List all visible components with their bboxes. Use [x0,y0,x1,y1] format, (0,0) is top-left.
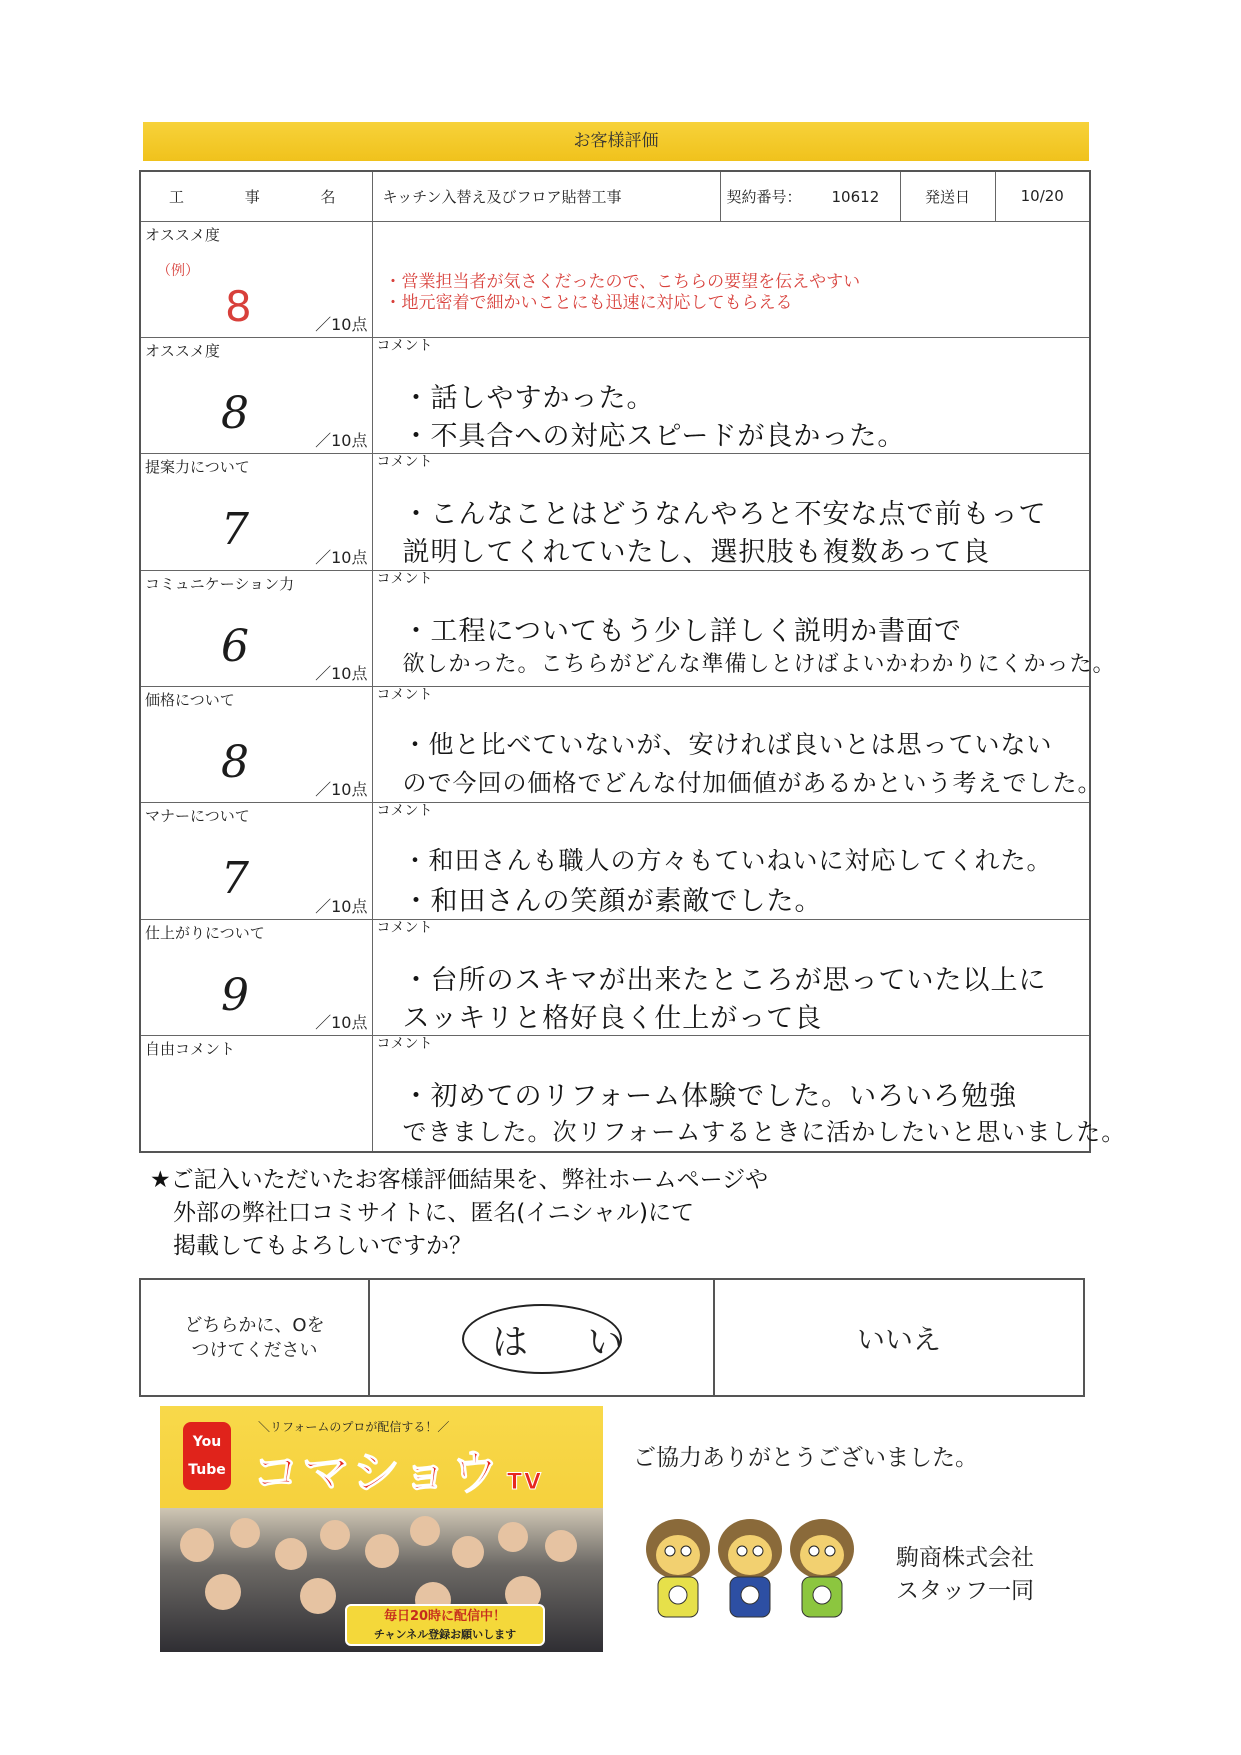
rating-row [140,686,1090,802]
score-value: 9 [221,969,249,1021]
score-max: ／10点 [315,1013,368,1033]
example-label: （例） [157,262,199,279]
company-name: 駒商株式会社 [896,1545,1034,1571]
score-max: ／10点 [315,896,368,916]
comment-line: ・地元密着で細かいことにも迅速に対応してもらえる [384,292,793,313]
thanks-message: ご協力ありがとうございました。 [633,1445,978,1471]
rating-row [140,570,1090,686]
ship-label: 発送日 [900,171,995,221]
comment-label: コメント [376,337,433,354]
project-name: キッチン入替え及びフロア貼替工事 [372,171,720,221]
comment-line: ・不具合への対応スピードが良かった。 [402,420,906,452]
consent-box [139,1278,1085,1397]
example-comment [385,272,861,314]
category-label: 提案力について [145,458,250,477]
comment-line: ・こんなことはどうなんやろと不安な点で前もって [402,499,1047,531]
no-option[interactable] [715,1280,1083,1395]
contract-label: 契約番号： [726,187,802,206]
comment-line: ・初めてのリフォーム体験でした。いろいろ勉強 [402,1081,1018,1113]
form-title: お客様評価 [143,122,1089,161]
score-value: 8 [225,281,252,331]
youtube-icon: You Tube [183,1422,231,1490]
score-value: 7 [221,504,249,556]
comment-line: ・話しやすかった。 [402,382,655,414]
comment-label: コメント [376,686,433,703]
mascot-icon [646,1519,710,1617]
category-label: オススメ度 [145,341,220,360]
score-max: ／10点 [315,780,368,800]
category-label: 自由コメント [145,1040,236,1059]
score-value: 7 [221,853,249,905]
youtube-banner[interactable] [160,1406,603,1652]
comment-line: できました。次リフォームするときに活かしたいと思いました。 [402,1118,1127,1147]
comment-label: コメント [376,803,433,820]
comment-line: ・台所のスキマが出来たところが思っていた以上に [402,964,1047,996]
comment-line: ・和田さんも職人の方々もていねいに対応してくれた。 [402,846,1053,876]
example-row [140,221,1090,337]
rating-row [140,454,1090,570]
comment-line: スッキリと格好良く仕上がって良 [402,1002,823,1034]
free-comment-row [140,1036,1090,1152]
project-label: 工 事 名 [140,171,372,221]
comment-line: ・営業担当者が気さくだったので、こちらの要望を伝えやすい [384,271,861,292]
score-value: 8 [221,387,249,439]
no-label: いいえ [856,1322,941,1356]
category-label: オススメ度 [145,225,220,244]
banner-title: コマショウ TV [252,1445,544,1501]
score-max: ／10点 [315,663,368,683]
publication-notice [150,1164,768,1263]
score-value: 8 [221,736,249,788]
comment-line: ・他と比べていないが、安ければ良いとは思っていない [402,729,1053,759]
comment-label: コメント [376,454,433,471]
question-line: つけてください [191,1339,318,1361]
category-label: コミュニケーション力 [145,574,295,593]
yes-label: は い [492,1322,648,1363]
score-value: 6 [221,620,249,672]
comment-label: コメント [376,919,433,936]
comment-line: ので今回の価格でどんな付加価値があるかという考えでした。 [402,768,1103,797]
notice-line: 外部の弊社口コミサイトに、匿名(イニシャル)にて [150,1200,694,1226]
company-staff: スタッフ一同 [896,1578,1034,1604]
mascot-characters [640,1515,860,1627]
broadcast-band: 毎日20時に配信中！ チャンネル登録お願いします [345,1604,545,1646]
comment-line: ・工程についてもう少し詳しく説明か書面で [402,615,962,647]
banner-subtitle: ＼リフォームのプロが配信する！／ [258,1420,450,1434]
mascot-icon [790,1519,854,1617]
rating-row [140,803,1090,919]
contract-number: 10612 [831,187,880,206]
rating-row [140,337,1090,453]
notice-line: 掲載してもよろしいですか？ [150,1233,472,1259]
comment-label: コメント [376,1036,433,1053]
category-label: マナーについて [145,807,250,826]
comment-line: 欲しかった。こちらがどんな準備しとけばよいかわかりにくかった。 [402,651,1116,677]
comment-label: コメント [376,570,433,587]
company-signature [896,1542,1034,1608]
ship-date: 10/20 [995,171,1090,221]
comment-line: 説明してくれていたし、選択肢も複数あって良 [402,537,991,569]
evaluation-table [139,170,1127,1153]
score-max: ／10点 [315,431,368,451]
score-max: ／10点 [315,314,368,334]
category-label: 価格について [145,690,235,709]
question-line: どちらかに、Oを [184,1314,325,1336]
mascot-icon [718,1519,782,1617]
yes-option[interactable] [370,1280,715,1395]
notice-line: ★ご記入いただいたお客様評価結果を、弊社ホームページや [150,1167,769,1193]
rating-row [140,919,1090,1035]
score-max: ／10点 [315,547,368,567]
consent-question [141,1280,370,1395]
category-label: 仕上がりについて [145,923,265,942]
contract-number-cell [720,171,900,221]
comment-line: ・和田さんの笑顔が素敵でした。 [402,886,823,918]
